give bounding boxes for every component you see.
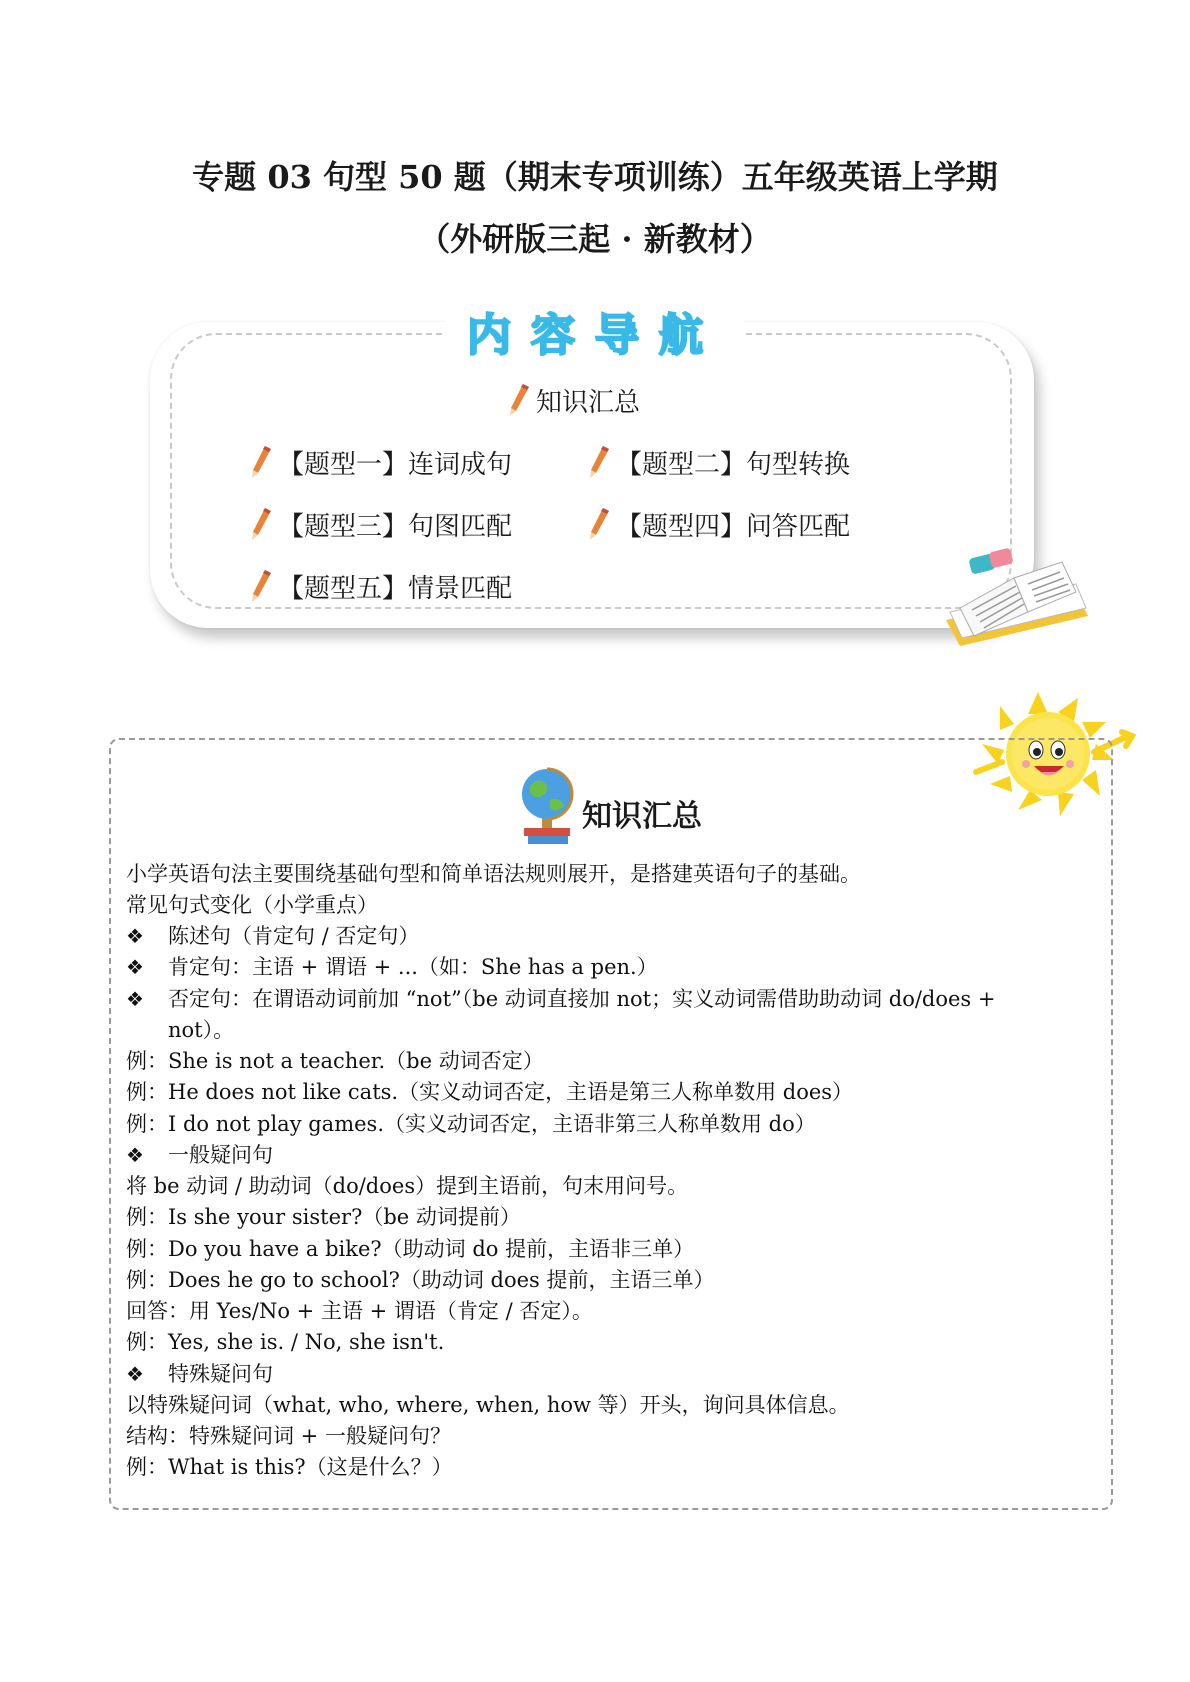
intro-text: 小学英语句法主要围绕基础句型和简单语法规则展开，是搭建英语句子的基础。 [126,862,861,886]
example-line: 例：Do you have a bike?（助动词 do 提前，主语非三单） [126,1237,695,1261]
nav-item-label: 知识汇总 [536,388,641,418]
body-line: 回答：用 Yes/No + 主语 + 谓语（肯定 / 否定）。 [126,1299,593,1323]
document-title: 专题 03 句型 50 题（期末专项训练）五年级英语上学期 [192,158,998,196]
example-line: 例：Does he go to school?（助动词 does 提前，主语三单） [126,1268,715,1292]
body-line: 以特殊疑问词（what, who, where, when, how 等）开头，询问具体信息。 [126,1393,850,1417]
example-line: 例：I do not play games.（实义动词否定，主语非第三人称单数用 do） [126,1112,816,1136]
nav-item-label: 【题型四】问答匹配 [616,512,851,542]
document-subtitle: （外研版三起 · 新教材） [418,220,772,258]
bullet-text: 一般疑问句 [168,1143,273,1167]
pencil-icon [588,507,610,541]
nav-item-type-4[interactable] [588,507,850,544]
nav-item-label: 【题型五】情景匹配 [278,574,513,604]
example-line: 例：She is not a teacher.（be 动词否定） [126,1049,544,1073]
bullet-icon: ❖ [126,955,144,979]
knowledge-summary-heading: 知识汇总 [582,799,702,834]
example-line: 例：Yes, she is. / No, she isn't. [126,1330,445,1354]
bullet-text: 否定句：在谓语动词前加 “not”（be 动词直接加 not；实义动词需借助助动词 do/does + [168,987,996,1011]
nav-item-label: 【题型三】句图匹配 [278,512,513,542]
nav-item-type-3[interactable] [250,507,512,544]
example-line: 例：What is this?（这是什么？） [126,1455,453,1479]
nav-item-type-5[interactable] [250,569,512,606]
example-line: 例：Is she your sister?（be 动词提前） [126,1205,521,1229]
nav-item-knowledge-summary[interactable] [508,383,640,420]
pencil-icon [250,569,272,603]
bullet-text-continued: not）。 [168,1018,235,1042]
pencil-icon [588,445,610,479]
body-line: 结构：特殊疑问词 + 一般疑问句？ [126,1424,451,1448]
bullet-text: 特殊疑问句 [168,1362,273,1386]
pencil-icon [250,445,272,479]
section-heading: 常见句式变化（小学重点） [126,893,378,917]
globe-icon [516,766,578,846]
bullet-text: 肯定句：主语 + 谓语 + ...（如：She has a pen.） [168,955,658,979]
bullet-icon: ❖ [126,1143,144,1167]
bullet-icon: ❖ [126,1362,144,1386]
bullet-text: 陈述句（肯定句 / 否定句） [168,924,420,948]
nav-item-type-2[interactable] [588,445,850,482]
nav-item-type-1[interactable] [250,445,512,482]
bullet-icon: ❖ [126,987,144,1011]
nav-item-label: 【题型二】句型转换 [616,450,851,480]
pencil-icon [250,507,272,541]
body-line: 将 be 动词 / 助动词（do/does）提到主语前，句末用问号。 [126,1174,689,1198]
open-book-icon [936,548,1096,658]
example-line: 例：He does not like cats.（实义动词否定，主语是第三人称单数用 does） [126,1080,854,1104]
nav-item-label: 【题型一】连词成句 [278,450,513,480]
bullet-icon: ❖ [126,924,144,948]
pencil-icon [508,383,530,417]
navigation-heading: 内容导航 [467,310,723,361]
